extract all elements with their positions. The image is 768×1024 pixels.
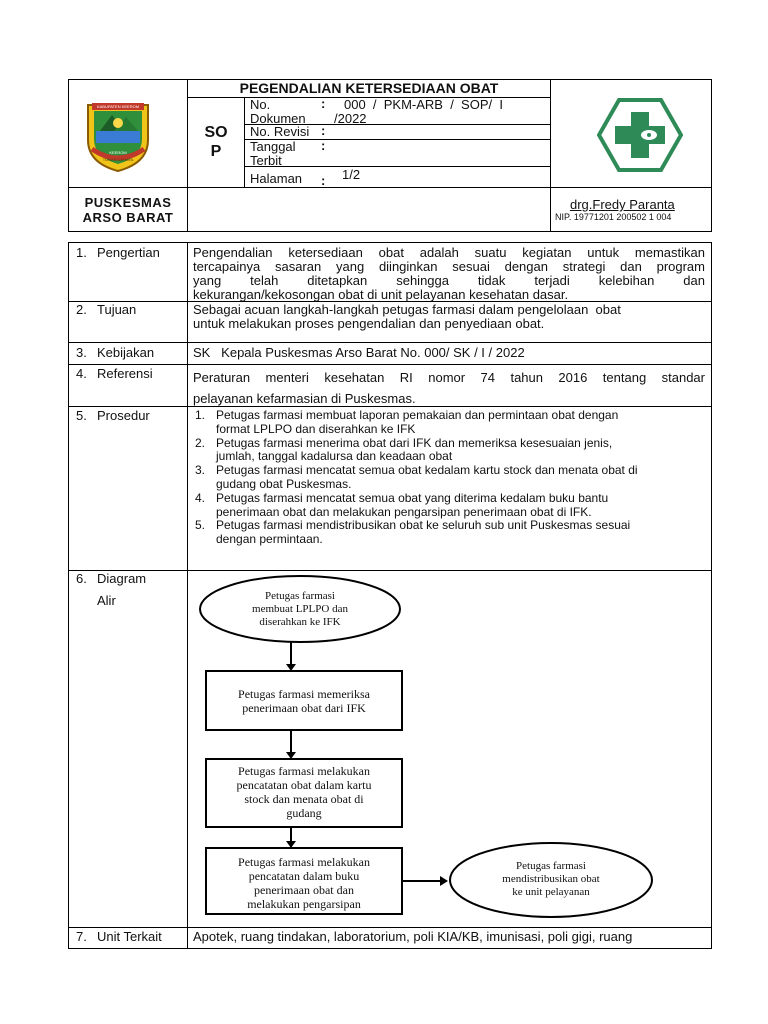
- section-num-7: 7.: [76, 929, 87, 944]
- flow-arrow-3: [286, 841, 296, 848]
- page-title: PEGENDALIAN KETERSEDIAAN OBAT: [239, 80, 499, 96]
- sop-line1: SO: [204, 124, 228, 141]
- issue-date-sep: :: [321, 138, 326, 153]
- page-sep: :: [321, 173, 326, 188]
- list-item: 1. Petugas farmasi membuat laporan pemakaian dan permintaan obat dengan format LPLPO dan diserahkan ke IFK: [195, 408, 619, 436]
- flow-arrow-4: [440, 876, 448, 886]
- page-label: Halaman: [250, 171, 303, 186]
- revision-label: No. Revisi: [250, 124, 310, 139]
- flow-box-3-text: Petugas farmasi melakukan pencatatan dalam buku penerimaan obat dan melakukan pengarsipan: [238, 855, 370, 911]
- logo-left-text-bottom: KEEROM: [109, 150, 127, 155]
- section-label-prosedur: Prosedur: [97, 408, 150, 423]
- section-num-6: 6.: [76, 571, 87, 586]
- doc-number-sep: :: [321, 96, 326, 111]
- flow-arrow-1: [286, 664, 296, 671]
- signer-name: drg.Fredy Paranta: [570, 197, 675, 212]
- logo-left-motto: TUNAS CAHAYA: [102, 157, 134, 162]
- section-num-3: 3.: [76, 345, 87, 360]
- section-num-1: 1.: [76, 245, 87, 260]
- revision-sep: :: [321, 123, 326, 138]
- flow-arrow-2: [286, 752, 296, 759]
- section-label-alir: Alir: [97, 593, 116, 608]
- list-item: 4. Petugas farmasi mencatat semua obat yang diterima kedalam buku bantu penerimaan obat dan melakukan pengarsipan penerimaan obat di IFK.: [195, 490, 609, 519]
- doc-number-value: 000 / PKM-ARB / SOP/ I /2022: [334, 97, 503, 126]
- issue-date-label: Tanggal Terbit: [250, 139, 296, 168]
- unit-terkait-content: Apotek, ruang tindakan, laboratorium, poli KIA/KB, imunisasi, poli gigi, ruang: [193, 929, 633, 944]
- section-num-2: 2.: [76, 302, 87, 317]
- tujuan-content: Sebagai acuan langkah-langkah petugas farmasi dalam pengelolaan obat untuk melakukan proses pengendalian dan penyediaan obat.: [193, 302, 621, 331]
- signer-nip: NIP. 19771201 200502 1 004: [555, 212, 672, 222]
- flow-end-text: Petugas farmasi mendistribusikan obat ke unit pelayanan: [502, 860, 600, 898]
- list-item: 3. Petugas farmasi mencatat semua obat kedalam kartu stock dan menata obat di gudang obat Puskesmas.: [195, 463, 638, 491]
- page-value: 1/2: [342, 167, 361, 182]
- referensi-content: Peraturan menteri kesehatan RI nomor 74 tahun 2016 tentang standar pelayanan kefarmasian di Puskesmas.: [193, 370, 705, 406]
- section-label-referensi: Referensi: [97, 366, 153, 381]
- list-item: 5. Petugas farmasi mendistribusikan obat ke seluruh sub unit Puskesmas sesuai dengan permintaan.: [195, 518, 631, 547]
- logo-left-text-top: KABUPATEN KEEROM: [96, 104, 140, 109]
- section-num-4: 4.: [76, 366, 87, 381]
- kebijakan-content: SK Kepala Puskesmas Arso Barat No. 000/ SK / I / 2022: [193, 345, 525, 360]
- section-label-kebijakan: Kebijakan: [97, 345, 155, 360]
- org-name: PUSKESMAS ARSO BARAT: [82, 195, 174, 225]
- section-label-unit-terkait: Unit Terkait: [97, 929, 162, 944]
- section-num-5: 5.: [76, 408, 87, 423]
- pengertian-content: Pengendalian ketersediaan obat adalah suatu kegiatan untuk memastikan tercapainya sasaran yang diinginkan sesuai dengan strategi dan program yang telah ditetapkan sehingga tidak terjadi kelebihan dan kekurangan/kekosongan obat di unit pelayanan kesehatan dasar.: [193, 245, 705, 302]
- flow-box-2-text: Petugas farmasi melakukan pencatatan obat dalam kartu stock dan menata obat di gudang: [236, 764, 372, 820]
- flow-start-text: Petugas farmasi membuat LPLPO dan diserahkan ke IFK: [252, 590, 348, 628]
- flow-box-1-text: Petugas farmasi memeriksa penerimaan obat dari IFK: [238, 687, 370, 715]
- sop-line2: P: [210, 143, 222, 160]
- section-label-diagram: Diagram: [97, 571, 147, 586]
- list-item: 2. Petugas farmasi menerima obat dari IFK dan memeriksa kesesuaian jenis, jumlah, tanggal kadalursa dan keadaan obat: [195, 435, 613, 464]
- section-label-pengertian: Pengertian: [97, 245, 160, 260]
- section-label-tujuan: Tujuan: [97, 302, 137, 317]
- doc-number-label: No. Dokumen: [250, 97, 306, 126]
